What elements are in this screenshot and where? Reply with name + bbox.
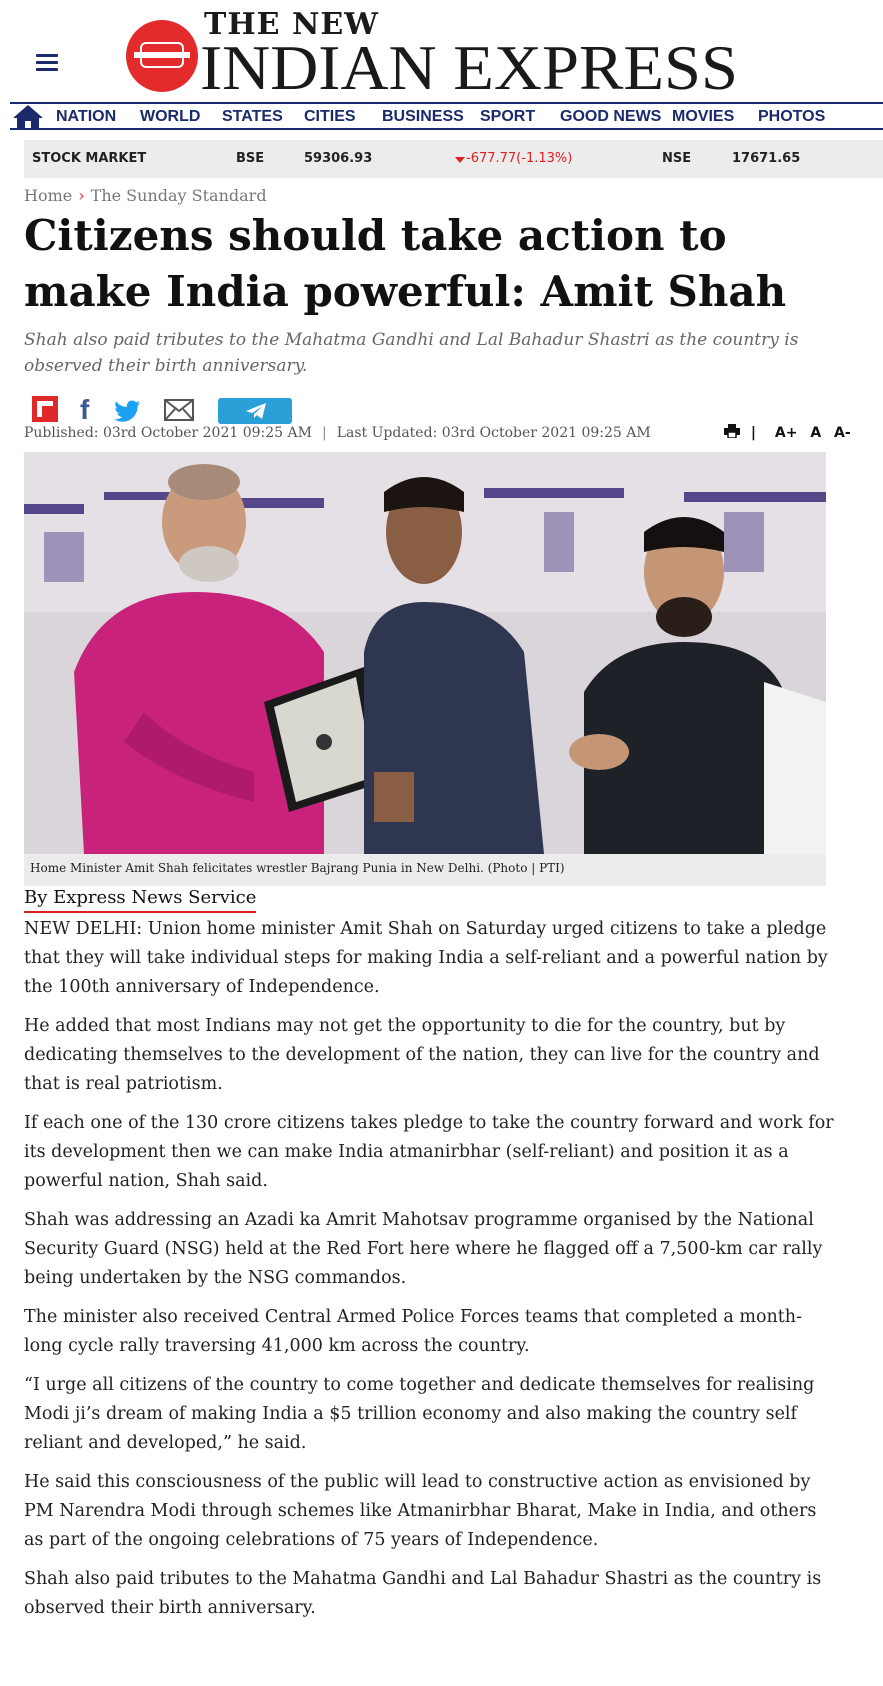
home-icon[interactable] [12,104,44,130]
telegram-share-button[interactable] [218,398,292,424]
paragraph: If each one of the 130 crore citizens takes pledge to take the country forward and work for its development then we can make India atmanirbhar (self-reliant) and position it as a powerful nation, Shah said. [24,1113,834,1191]
paragraph: Shah also paid tributes to the Mahatma Gandhi and Lal Bahadur Shastri as the country is observed their birth anniversary. [24,1569,822,1618]
masthead [0,0,883,103]
bse-value: 59306.93 [304,151,373,166]
newspaper-logo-seal[interactable] [126,20,198,92]
logo-text-main[interactable]: INDIAN EXPRESS [200,32,739,103]
updated-date: Last Updated: 03rd October 2021 09:25 AM [336,425,651,441]
stock-market-label: STOCK MARKET [32,151,147,166]
stock-ticker[interactable] [24,140,883,178]
telegram-icon [218,398,292,424]
nse-value: 17671.65 [732,151,801,166]
nav-item-cities[interactable]: CITIES [304,108,356,125]
nav-item-photos[interactable]: PHOTOS [758,108,826,125]
paragraph: “I urge all citizens of the country to come together and dedicate themselves for realising Modi ji’s dream of making India a $5 trillion economy and also making the country self reliant and developed,” he said. [24,1375,815,1453]
published-date: Published: 03rd October 2021 09:25 AM [24,425,312,441]
byline[interactable]: By Express News Service [24,887,256,913]
tools-separator: | [750,425,756,441]
article-body [24,915,834,1633]
article-photo-illustration [24,452,826,854]
email-icon[interactable] [164,399,194,421]
font-decrease-button[interactable]: A- [834,425,851,441]
bse-label: BSE [236,151,265,166]
nav-item-world[interactable]: WORLD [140,108,201,125]
paragraph: NEW DELHI: Union home minister Amit Shah on Saturday urged citizens to take a pledge that they will take individual steps for making India a self-reliant and a powerful nation by the 100th anniversary of Independence. [24,919,828,997]
article-summary: Shah also paid tributes to the Mahatma Gandhi and Lal Bahadur Shastri as the country is observed their birth anniversary. [24,330,799,376]
nav-item-sport[interactable]: SPORT [480,108,536,125]
nav-item-good-news[interactable]: GOOD NEWS [560,108,662,125]
breadcrumb-section[interactable]: The Sunday Standard [90,186,267,205]
nav-item-business[interactable]: BUSINESS [382,108,464,125]
flipboard-icon[interactable] [32,396,58,422]
meta-separator: | [321,425,327,441]
breadcrumb-separator: › [78,186,85,205]
article-photo[interactable] [24,452,826,854]
font-increase-button[interactable]: A+ [774,425,798,441]
article-tools [724,424,859,441]
paragraph: He added that most Indians may not get the opportunity to die for the country, but by dedicating themselves to the development of the nation, they can live for the country and that is real patriotism. [24,1016,820,1094]
nav-item-states[interactable]: STATES [222,108,283,125]
bse-change: -677.77(-1.13%) [466,151,573,166]
paragraph: He said this consciousness of the public will lead to constructive action as envisioned by PM Narendra Modi through schemes like Atmanirbhar Bharat, Make in India, and others as part of the ongoing celebrations of 75 years of Independence. [24,1472,817,1550]
paragraph: Shah was addressing an Azadi ka Amrit Mahotsav programme organised by the National Security Guard (NSG) held at the Red Fort here where he flagged off a 7,500-km car rally being undertaken by the NSG commandos. [24,1210,823,1288]
down-arrow-icon [455,157,465,163]
photo-caption: Home Minister Amit Shah felicitates wrestler Bajrang Punia in New Delhi. (Photo | PTI) [30,861,565,875]
menu-icon[interactable] [36,54,58,72]
article-meta [24,425,651,441]
nav-item-nation[interactable]: NATION [56,108,117,125]
paragraph: The minister also received Central Armed Police Forces teams that completed a month-long cycle rally traversing 41,000 km across the country. [24,1307,802,1356]
article-title: Citizens should take action to make India powerful: Amit Shah [24,211,787,316]
main-nav [10,102,883,130]
font-reset-button[interactable]: A [810,425,822,441]
nav-item-movies[interactable]: MOVIES [672,108,735,125]
print-icon[interactable] [724,424,740,438]
breadcrumb [24,186,267,205]
facebook-icon[interactable]: f [80,394,90,425]
nse-label: NSE [662,151,692,166]
logo-text-top[interactable]: THE NEW [204,7,379,42]
twitter-icon[interactable] [114,396,142,424]
breadcrumb-home[interactable]: Home [24,186,73,205]
